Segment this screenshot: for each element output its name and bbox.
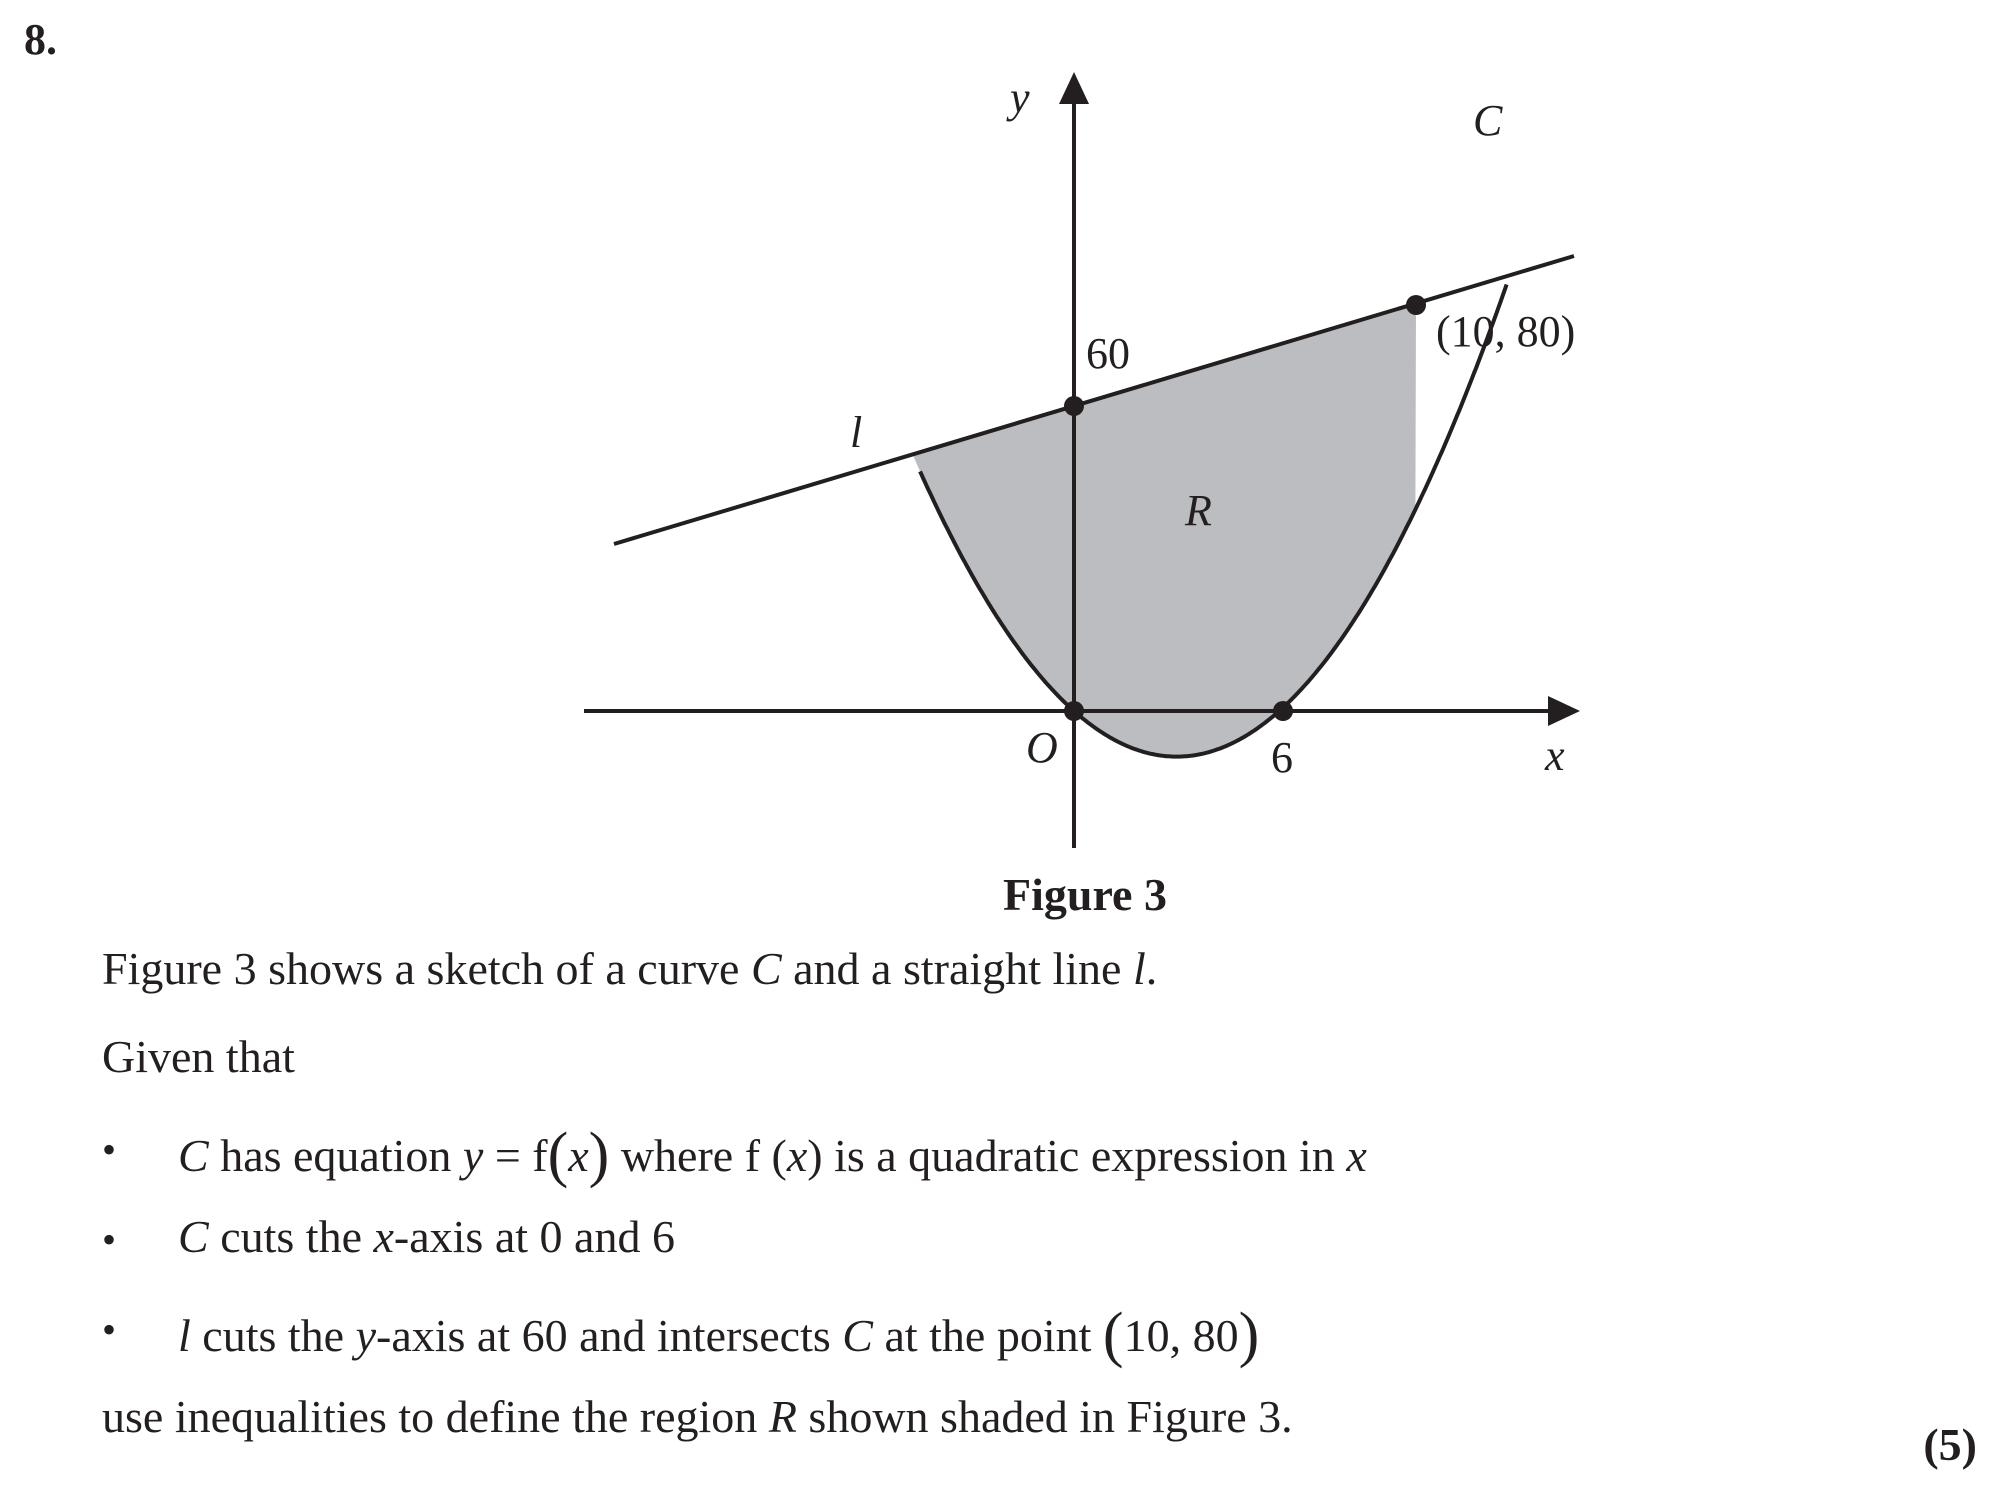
figure-caption: Figure 3 [1003, 869, 1167, 920]
bullet-1: C has equation y = f(x) where f (x) is a quadratic expression in x [178, 1121, 1367, 1189]
label-curve-c: C [1473, 96, 1503, 145]
point-6 [1273, 701, 1293, 721]
shaded-region-r [913, 305, 1416, 756]
bullet-2: C cuts the x-axis at 0 and 6 [178, 1211, 675, 1262]
given-that: Given that [102, 1031, 295, 1082]
point-60 [1064, 396, 1084, 416]
label-y-intercept: 60 [1086, 329, 1130, 378]
y-axis-arrow-icon [1059, 72, 1089, 104]
marks: (5) [1923, 1419, 1977, 1470]
label-intersection: (10, 80) [1436, 307, 1576, 356]
label-x-intercept: 6 [1271, 733, 1293, 782]
bullet-2-icon: • [102, 1217, 117, 1262]
point-10-80 [1406, 295, 1426, 315]
label-origin: O [1026, 723, 1058, 772]
label-line-l: l [850, 408, 863, 457]
bullet-3-icon: • [102, 1307, 117, 1352]
x-axis-arrow-icon [1548, 696, 1580, 726]
bullet-1-icon: • [102, 1127, 117, 1172]
label-region-r: R [1185, 486, 1212, 535]
point-origin [1064, 701, 1084, 721]
intro-paragraph: Figure 3 shows a sketch of a curve C and a straight line l. [102, 943, 1158, 994]
label-x-axis: x [1545, 731, 1565, 780]
bullet-3: l cuts the y-axis at 60 and intersects C at the point (10, 80) [178, 1301, 1260, 1369]
label-y-axis: y [1010, 73, 1030, 122]
question-number: 8. [24, 15, 57, 64]
final-instruction: use inequalities to define the region R shown shaded in Figure 3. [102, 1391, 1293, 1442]
